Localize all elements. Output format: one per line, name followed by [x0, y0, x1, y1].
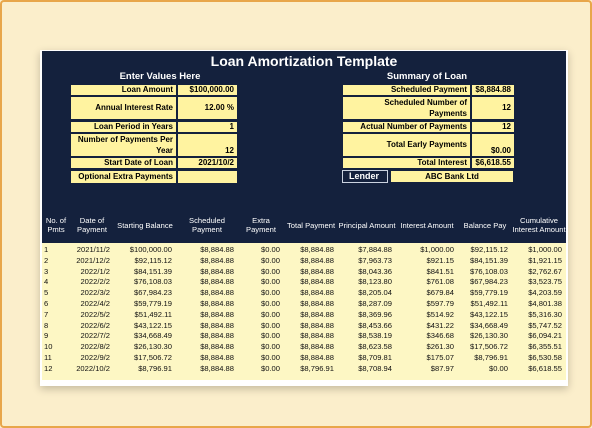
table-cell: $1,921.15 — [528, 255, 562, 265]
table-cell: 2022/4/2 — [80, 299, 110, 308]
table-cell: 1 — [44, 245, 49, 254]
table-cell: 2 — [44, 255, 49, 265]
extra-payments-label: Optional Extra Payments — [70, 170, 177, 184]
start-date-field[interactable]: 2021/10/2 — [177, 157, 238, 169]
table-cell: $6,530.58 — [528, 353, 562, 362]
table-cell: 2022/3/2 — [80, 288, 110, 298]
loan-amount-field[interactable]: $100,000.00 — [177, 84, 238, 96]
table-cell: $8,884.88 — [300, 245, 334, 254]
table-cell: $5,747.52 — [528, 320, 562, 330]
table-cell: 6 — [44, 299, 49, 308]
table-cell: $87.97 — [430, 363, 454, 373]
start-date-label: Start Date of Loan — [70, 157, 177, 169]
table-cell: $8,884.88 — [200, 342, 234, 352]
interest-rate-label: Annual Interest Rate — [70, 96, 177, 120]
table-row — [42, 353, 566, 364]
table-cell: $841.51 — [426, 266, 454, 276]
table-cell: $0.00 — [260, 277, 280, 287]
table-cell: $0.00 — [260, 288, 280, 298]
table-cell: $59,779.19 — [469, 288, 508, 298]
actual-number-value: 12 — [471, 121, 515, 133]
table-row — [42, 331, 566, 342]
table-cell: 2022/5/2 — [80, 309, 110, 319]
inputs-header: Enter Values Here — [80, 71, 240, 83]
total-interest-value: $6,618.55 — [471, 157, 515, 169]
table-cell: $92,115.12 — [134, 255, 172, 265]
summary-header: Summary of Loan — [342, 71, 512, 83]
table-cell: $0.00 — [260, 353, 280, 362]
payments-per-year-label: Number of Payments Per Year — [70, 133, 177, 157]
table-cell: $8,884.88 — [300, 266, 334, 276]
table-cell: 2022/8/2 — [80, 342, 110, 352]
table-cell: $6,355.51 — [528, 342, 562, 352]
column-header: Cumulative Interest Amount — [512, 216, 566, 234]
column-header: Date of Payment — [77, 216, 107, 234]
table-cell: $17,506.72 — [469, 342, 508, 352]
lender-label: Lender — [342, 170, 388, 183]
page-title: Loan Amortization Template — [42, 51, 566, 71]
table-cell: $67,984.23 — [469, 277, 508, 287]
column-header: Extra Payment — [246, 216, 276, 234]
table-cell: $8,884.88 — [300, 331, 334, 341]
table-cell: $8,884.88 — [200, 320, 234, 330]
table-cell: $0.00 — [260, 320, 280, 330]
early-payments-value: $0.00 — [471, 133, 515, 157]
table-row — [42, 299, 566, 310]
table-cell: $8,709.81 — [358, 353, 392, 362]
table-row — [42, 310, 566, 321]
table-cell: $346.68 — [426, 331, 454, 341]
table-cell: 2022/7/2 — [80, 331, 110, 341]
table-cell: 9 — [44, 331, 49, 341]
extra-payments-field[interactable] — [177, 170, 238, 184]
table-cell: $0.00 — [260, 331, 280, 341]
table-cell: 7 — [44, 309, 49, 319]
early-payments-label: Total Early Payments — [342, 133, 471, 157]
column-header: Interest Amount — [400, 220, 454, 230]
table-cell: $43,122.15 — [469, 309, 508, 319]
column-header: Scheduled Payment — [189, 216, 225, 234]
table-cell: $43,122.15 — [133, 320, 172, 330]
table-row — [42, 321, 566, 332]
table-cell: $0.00 — [260, 363, 280, 373]
column-header: Total Payment — [286, 220, 336, 230]
table-cell: $8,369.96 — [358, 309, 392, 319]
table-cell: $0.00 — [260, 266, 280, 276]
table-cell: $175.07 — [426, 353, 454, 362]
table-cell: 2022/6/2 — [80, 320, 110, 330]
table-cell: $514.92 — [426, 309, 454, 319]
table-cell: $261.30 — [426, 342, 454, 352]
loan-period-label: Loan Period in Years — [70, 121, 177, 133]
column-header: Balance Pay — [463, 220, 507, 230]
table-cell: 2022/1/2 — [80, 266, 110, 276]
table-cell: $26,130.30 — [469, 331, 508, 341]
table-cell: $0.00 — [260, 309, 280, 319]
table-cell: $8,123.80 — [358, 277, 392, 287]
table-cell: $34,668.49 — [133, 331, 172, 341]
loan-period-field[interactable]: 1 — [177, 121, 238, 133]
table-cell: 2022/10/2 — [76, 363, 110, 373]
table-cell: $8,884.88 — [200, 277, 234, 287]
loan-amount-label: Loan Amount — [70, 84, 177, 96]
table-cell: 5 — [44, 288, 49, 298]
table-cell: $17,506.72 — [133, 353, 172, 362]
payments-per-year-field[interactable]: 12 — [177, 133, 238, 157]
scheduled-payment-value: $8,884.88 — [471, 84, 515, 96]
table-cell: $26,130.30 — [133, 342, 172, 352]
table-cell: $34,668.49 — [469, 320, 508, 330]
table-cell: $92,115.12 — [470, 245, 508, 254]
table-cell: $8,884.88 — [200, 255, 234, 265]
actual-number-label: Actual Number of Payments — [342, 121, 471, 133]
column-header: Principal Amount — [338, 220, 396, 230]
table-cell: $7,963.73 — [358, 255, 392, 265]
table-cell: 2022/9/2 — [80, 353, 110, 362]
table-cell: $8,884.88 — [300, 288, 334, 298]
table-cell: $2,762.67 — [528, 266, 562, 276]
table-row — [42, 288, 566, 299]
table-cell: $8,884.88 — [200, 363, 234, 373]
table-cell: $0.00 — [488, 363, 508, 373]
table-cell: $84,151.39 — [469, 255, 508, 265]
table-cell: $3,523.75 — [528, 277, 562, 287]
table-cell: $7,884.88 — [358, 245, 392, 254]
table-cell: $0.00 — [260, 299, 280, 308]
scheduled-number-value: 12 — [471, 96, 515, 120]
total-interest-label: Total Interest — [342, 157, 471, 169]
table-cell: $8,884.88 — [200, 353, 234, 362]
table-cell: 2021/11/2 — [76, 245, 110, 254]
scheduled-payment-label: Scheduled Payment — [342, 84, 471, 96]
lender-value: ABC Bank Ltd — [390, 170, 514, 183]
table-cell: $4,203.59 — [528, 288, 562, 298]
table-cell: $8,538.19 — [358, 331, 392, 341]
table-cell: $51,492.11 — [134, 309, 172, 319]
table-cell: $8,205.04 — [358, 288, 392, 298]
table-cell: $8,884.88 — [300, 342, 334, 352]
table-cell: $8,884.88 — [200, 266, 234, 276]
table-cell: $431.22 — [426, 320, 454, 330]
table-cell: $8,796.91 — [138, 363, 172, 373]
table-cell: 8 — [44, 320, 49, 330]
table-cell: $0.00 — [260, 245, 280, 254]
table-cell: $597.79 — [426, 299, 454, 308]
table-cell: $8,884.88 — [300, 299, 334, 308]
table-cell: 2021/12/2 — [76, 255, 110, 265]
table-cell: $8,884.88 — [300, 309, 334, 319]
table-cell: $76,108.03 — [133, 277, 172, 287]
table-cell: $8,796.91 — [300, 363, 334, 373]
table-row — [42, 277, 566, 288]
table-cell: $0.00 — [260, 342, 280, 352]
table-cell: 11 — [44, 353, 52, 362]
table-cell: $8,884.88 — [300, 320, 334, 330]
interest-rate-field[interactable]: 12.00 % — [177, 96, 238, 120]
column-header: Starting Balance — [117, 220, 173, 230]
table-cell: $921.15 — [426, 255, 454, 265]
table-cell: $8,708.94 — [358, 363, 392, 373]
table-cell: $8,884.88 — [200, 245, 234, 254]
table-row — [42, 364, 566, 375]
table-cell: $76,108.03 — [469, 266, 508, 276]
table-cell: $8,884.88 — [200, 288, 234, 298]
table-cell: $6,618.55 — [528, 363, 562, 373]
table-cell: $84,151.39 — [133, 266, 172, 276]
table-cell: $8,884.88 — [300, 353, 334, 362]
table-cell: $1,000.00 — [420, 245, 454, 254]
scheduled-number-label: Scheduled Number of Payments — [342, 96, 471, 120]
table-cell: $8,884.88 — [300, 277, 334, 287]
table-cell: $8,623.58 — [358, 342, 392, 352]
table-cell: $8,043.36 — [358, 266, 392, 276]
table-cell: 4 — [44, 277, 49, 287]
table-row — [42, 267, 566, 278]
column-header: No. of Pmts — [45, 216, 67, 234]
table-cell: 3 — [44, 266, 49, 276]
table-cell: $8,884.88 — [200, 309, 234, 319]
table-cell: $6,094.21 — [528, 331, 562, 341]
table-cell: $8,796.91 — [474, 353, 508, 362]
table-cell: 2022/2/2 — [80, 277, 110, 287]
table-cell: $51,492.11 — [470, 299, 508, 308]
table-cell: $8,287.09 — [358, 299, 392, 308]
table-cell: $5,316.30 — [528, 309, 562, 319]
table-row — [42, 342, 566, 353]
table-cell: $679.84 — [426, 288, 454, 298]
table-cell: $100,000.00 — [129, 245, 172, 254]
table-cell: 10 — [44, 342, 53, 352]
table-cell: $0.00 — [260, 255, 280, 265]
table-cell: $8,884.88 — [200, 299, 234, 308]
table-cell: $67,984.23 — [133, 288, 172, 298]
table-cell: $1,000.00 — [528, 245, 562, 254]
table-row — [42, 256, 566, 267]
table-cell: $59,779.19 — [133, 299, 172, 308]
table-cell: 12 — [44, 363, 53, 373]
table-cell: $8,453.66 — [358, 320, 392, 330]
table-cell: $8,884.88 — [200, 331, 234, 341]
table-cell: $761.08 — [426, 277, 454, 287]
table-cell: $4,801.38 — [528, 299, 562, 308]
table-row — [42, 245, 566, 256]
table-cell: $8,884.88 — [300, 255, 334, 265]
